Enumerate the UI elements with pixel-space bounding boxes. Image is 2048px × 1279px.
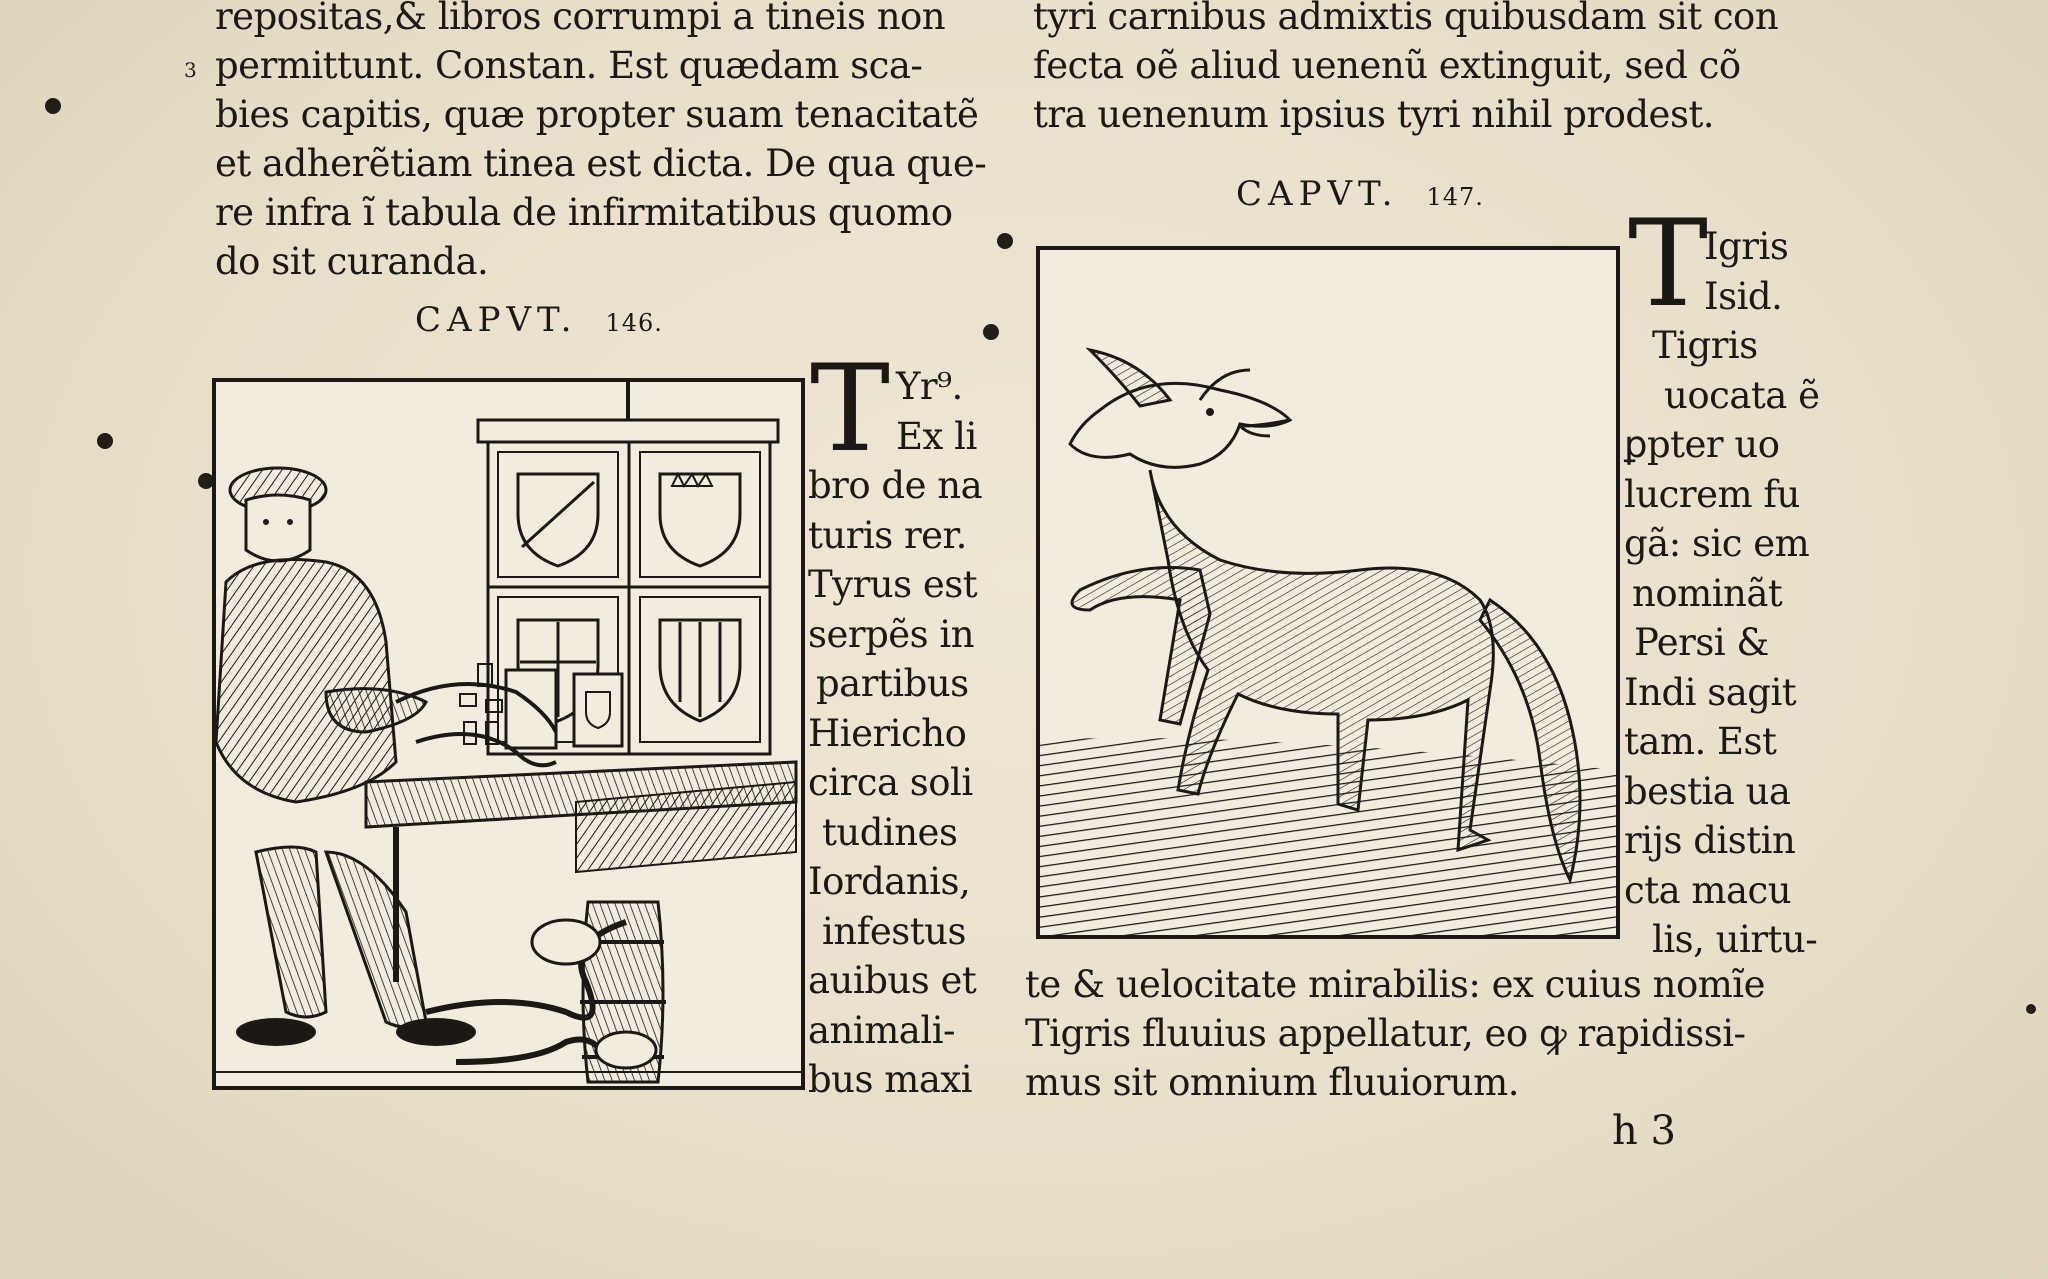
text-line: mus sit omnium fluuiorum. — [1025, 1061, 1519, 1104]
text-line: ꝑpter uo — [1624, 423, 1780, 466]
heading-label: CAPVT. — [415, 300, 578, 340]
text-line: Ex li — [896, 414, 977, 458]
binding-hole — [983, 324, 999, 340]
tigris-column-text — [1624, 222, 1819, 965]
bleed-through-texture — [170, 150, 192, 238]
text-line: lucrem fu — [1624, 472, 1800, 516]
text-line: tra uenenum ipsius tyri nihil prodest. — [1033, 93, 1715, 136]
text-line: Persi & — [1634, 621, 1769, 664]
text-line: fecta oẽ aliud uenenũ extinguit, sed cõ — [1033, 44, 1741, 87]
drop-cap-t-tigris: T — [1628, 195, 1709, 334]
text-line: gã: sic em — [1624, 522, 1810, 565]
text-line: Indi sagit — [1624, 670, 1797, 714]
text-line: te & uelocitate mirabilis: ex cuius nomĩe — [1025, 963, 1766, 1006]
text-line: nominãt — [1632, 571, 1783, 615]
left-column-text — [215, 0, 986, 286]
signature-mark: h 3 — [1612, 1108, 1676, 1154]
margin-number: 3 — [184, 58, 197, 82]
text-line: tam. Est — [1624, 720, 1777, 763]
binding-hole — [45, 98, 61, 114]
text-line: auibus et — [808, 959, 977, 1002]
text-line: animali- — [808, 1008, 956, 1052]
text-line: partibus — [816, 662, 969, 705]
text-line: Tyrus est — [808, 563, 978, 606]
text-line: bestia ua — [1624, 769, 1791, 813]
text-line: tyri carnibus admixtis quibusdam sit con — [1033, 0, 1779, 38]
tigris-woodcut-drawing — [1040, 250, 1616, 935]
text-line: Tigris — [1652, 324, 1758, 367]
text-line: Isid. — [1704, 274, 1783, 318]
text-line: cta macu — [1624, 868, 1792, 912]
text-line: et adherẽtiam tinea est dicta. De qua que- — [215, 142, 987, 185]
text-line: bro de na — [808, 464, 983, 507]
heading-number: 147. — [1426, 183, 1484, 211]
binding-hole — [2026, 1004, 2036, 1014]
binding-hole — [997, 233, 1013, 249]
chapter-heading-147 — [1236, 174, 1484, 214]
text-line: do sit curanda. — [215, 240, 489, 283]
drop-cap-t-tyrus: T — [810, 340, 891, 479]
text-line: bus maxi — [808, 1058, 973, 1101]
text-line: rijs distin — [1624, 819, 1796, 862]
text-line: repositas,& libros corrumpi a tineis non — [215, 0, 946, 38]
text-line: Igris — [1704, 225, 1789, 268]
text-line: serpẽs in — [808, 612, 975, 656]
tigris-bottom-text — [1025, 960, 1765, 1107]
chapter-heading-146 — [415, 300, 663, 340]
text-line: Tigris fluuius appellatur, eo ꝙ rapidissi- — [1025, 1012, 1746, 1055]
right-column-text — [1033, 0, 1778, 139]
binding-hole — [97, 433, 113, 449]
text-line: Yr⁹. — [896, 365, 963, 408]
text-line: infestus — [822, 909, 966, 953]
text-line: uocata ẽ — [1664, 373, 1820, 417]
text-line: Hiericho — [808, 711, 967, 755]
heading-label: CAPVT. — [1236, 174, 1399, 214]
text-line: circa soli — [808, 761, 973, 804]
woodcut-apothecary-illustration — [212, 378, 805, 1090]
text-line: Iordanis, — [808, 860, 971, 903]
text-line: tudines — [822, 810, 958, 854]
heading-number: 146. — [605, 309, 663, 337]
text-line: turis rer. — [808, 513, 967, 557]
text-line: permittunt. Constan. Est quædam sca- — [215, 44, 923, 87]
woodcut-tigris-illustration — [1036, 246, 1620, 939]
apothecary-woodcut-drawing — [216, 382, 801, 1086]
text-line: re infra ĩ tabula de infirmitatibus quomo — [215, 191, 953, 234]
tyrus-column-text — [808, 362, 982, 1105]
text-line: lis, uirtu- — [1652, 918, 1818, 961]
text-line: bies capitis, quæ propter suam tenacitatẽ — [215, 93, 979, 136]
